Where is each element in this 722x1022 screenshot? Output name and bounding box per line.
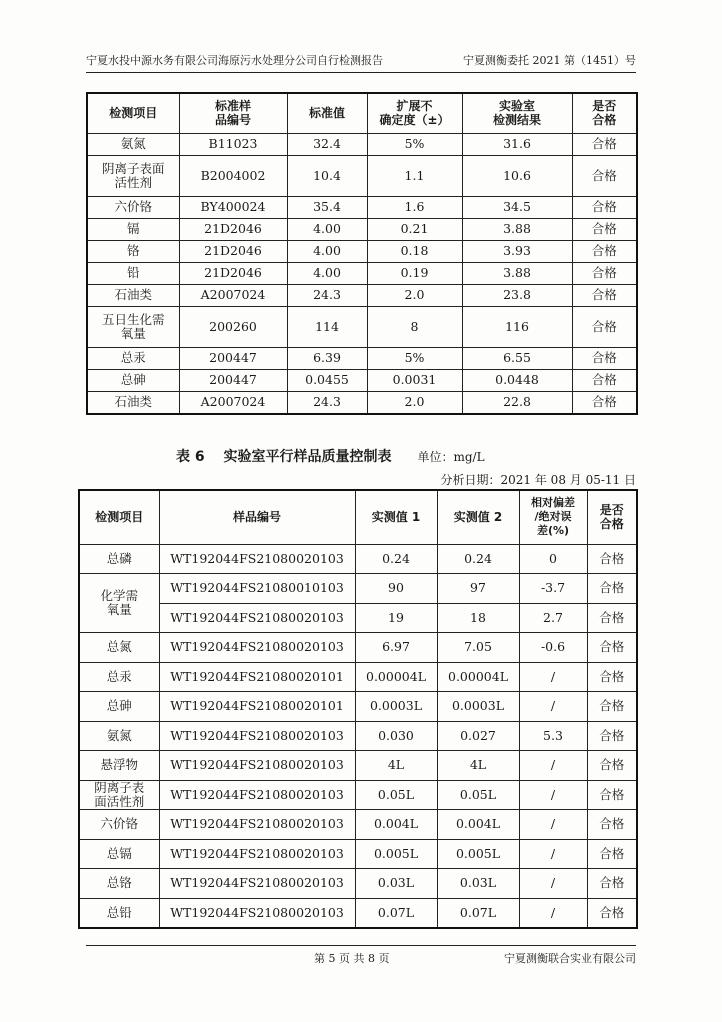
t5-cell: 4.00 <box>287 240 367 262</box>
t6-cell-dev: 2.7 <box>519 603 587 633</box>
analysis-date: 分析日期：2021 年 08 月 05-11 日 <box>440 473 636 487</box>
t6-cell-sample: WT192044FS21080020103 <box>159 544 355 574</box>
t6-cell-item: 总铅 <box>79 898 159 928</box>
t5-cell: 22.8 <box>462 391 572 414</box>
t6-cell-ok: 合格 <box>587 810 637 840</box>
t5-cell: 24.3 <box>287 391 367 414</box>
t6-cell-v1: 0.03L <box>355 869 437 899</box>
t6-cell-dev: -3.7 <box>519 574 587 604</box>
t5-cell: 0.0455 <box>287 369 367 391</box>
t6-cell-dev: / <box>519 662 587 692</box>
table-row <box>79 869 637 899</box>
t6-cell-sample: WT192044FS21080020103 <box>159 603 355 633</box>
t6-cell-v1: 6.97 <box>355 633 437 663</box>
t6-cell-dev: -0.6 <box>519 633 587 663</box>
table-row <box>87 196 637 218</box>
t6-cell-v2: 7.05 <box>437 633 519 663</box>
table-row <box>87 133 637 155</box>
t6-cell-dev: / <box>519 692 587 722</box>
table-row <box>87 306 637 347</box>
table-row <box>79 810 637 840</box>
t6-cell-item: 总氮 <box>79 633 159 663</box>
t5-cell: A2007024 <box>179 391 287 414</box>
t5-cell: 31.6 <box>462 133 572 155</box>
t5-header-cell: 实验室 检测结果 <box>462 93 572 133</box>
t6-cell-ok: 合格 <box>587 633 637 663</box>
t6-header-cell: 实测值 2 <box>437 490 519 544</box>
t5-cell: 5% <box>367 133 462 155</box>
t6-cell-item: 总砷 <box>79 692 159 722</box>
t6-cell-item: 总汞 <box>79 662 159 692</box>
t6-header-cell: 相对偏差 /绝对误 差(%) <box>519 490 587 544</box>
t6-cell-ok: 合格 <box>587 869 637 899</box>
t5-cell: BY400024 <box>179 196 287 218</box>
t5-cell: 21D2046 <box>179 218 287 240</box>
t5-cell: 34.5 <box>462 196 572 218</box>
t5-cell: 21D2046 <box>179 262 287 284</box>
parallel-sample-table <box>78 489 638 929</box>
t6-cell-ok: 合格 <box>587 692 637 722</box>
t6-cell-ok: 合格 <box>587 898 637 928</box>
t6-cell-dev: / <box>519 780 587 810</box>
t5-cell: 200447 <box>179 369 287 391</box>
t5-header-cell: 标准样 品编号 <box>179 93 287 133</box>
table-row <box>79 751 637 781</box>
t5-cell: 0.0031 <box>367 369 462 391</box>
t5-cell: 0.21 <box>367 218 462 240</box>
t6-cell-ok: 合格 <box>587 603 637 633</box>
t6-header-cell: 检测项目 <box>79 490 159 544</box>
t5-cell: 0.0448 <box>462 369 572 391</box>
table6-title <box>176 446 485 466</box>
t5-cell: 镉 <box>87 218 179 240</box>
t5-cell: 5% <box>367 347 462 369</box>
t6-cell-v1: 0.24 <box>355 544 437 574</box>
t6-cell-sample: WT192044FS21080020103 <box>159 810 355 840</box>
t5-cell: 铅 <box>87 262 179 284</box>
t5-cell: 合格 <box>572 391 637 414</box>
t5-cell: 五日生化需 氧量 <box>87 306 179 347</box>
t5-cell: 10.6 <box>462 155 572 196</box>
t5-cell: 合格 <box>572 196 637 218</box>
t5-cell: B11023 <box>179 133 287 155</box>
header-report-number: 宁夏测衡委托 2021 第（1451）号 <box>463 54 636 67</box>
t6-cell-v2: 0.07L <box>437 898 519 928</box>
t6-cell-v1: 90 <box>355 574 437 604</box>
t6-cell-v1: 0.005L <box>355 839 437 869</box>
t5-cell: 1.1 <box>367 155 462 196</box>
t6-cell-item: 悬浮物 <box>79 751 159 781</box>
table6-unit: 单位：mg/L <box>417 450 485 464</box>
t5-header-cell: 检测项目 <box>87 93 179 133</box>
t6-cell-item: 总磷 <box>79 544 159 574</box>
table-row <box>87 155 637 196</box>
t6-cell-v2: 0.03L <box>437 869 519 899</box>
t5-cell: 铬 <box>87 240 179 262</box>
t6-cell-dev: / <box>519 751 587 781</box>
table-row <box>79 544 637 574</box>
t5-cell: 合格 <box>572 347 637 369</box>
table-row <box>79 662 637 692</box>
t6-cell-v1: 0.030 <box>355 721 437 751</box>
t5-header-cell: 是否 合格 <box>572 93 637 133</box>
t6-cell-v2: 0.027 <box>437 721 519 751</box>
t5-cell: 合格 <box>572 284 637 306</box>
t5-cell: 0.19 <box>367 262 462 284</box>
t6-cell-v1: 0.004L <box>355 810 437 840</box>
t6-cell-v2: 97 <box>437 574 519 604</box>
t5-cell: 3.93 <box>462 240 572 262</box>
header-report-title: 宁夏水投中源水务有限公司海原污水处理分公司自行检测报告 <box>86 54 383 67</box>
footer-company: 宁夏测衡联合实业有限公司 <box>504 952 636 965</box>
t5-header-cell: 扩展不 确定度（±） <box>367 93 462 133</box>
t5-cell: 合格 <box>572 262 637 284</box>
t6-cell-ok: 合格 <box>587 780 637 810</box>
t6-cell-item: 氨氮 <box>79 721 159 751</box>
t5-cell: 3.88 <box>462 218 572 240</box>
t6-cell-dev: / <box>519 810 587 840</box>
table-row <box>87 218 637 240</box>
t5-cell: 114 <box>287 306 367 347</box>
t5-cell: 0.18 <box>367 240 462 262</box>
t5-cell: 氨氮 <box>87 133 179 155</box>
t6-cell-ok: 合格 <box>587 574 637 604</box>
table-row <box>87 284 637 306</box>
t6-cell-ok: 合格 <box>587 662 637 692</box>
t6-cell-ok: 合格 <box>587 751 637 781</box>
t6-cell-v2: 0.05L <box>437 780 519 810</box>
t6-cell-ok: 合格 <box>587 721 637 751</box>
table-row <box>79 633 637 663</box>
t6-cell-item: 总铬 <box>79 869 159 899</box>
t6-header-cell: 样品编号 <box>159 490 355 544</box>
table-row <box>79 898 637 928</box>
table-row <box>79 839 637 869</box>
t5-cell: 3.88 <box>462 262 572 284</box>
t6-cell-sample: WT192044FS21080020103 <box>159 780 355 810</box>
t5-cell: 200260 <box>179 306 287 347</box>
t5-cell: 6.39 <box>287 347 367 369</box>
t6-cell-v2: 0.24 <box>437 544 519 574</box>
t5-cell: 2.0 <box>367 391 462 414</box>
t6-cell-ok: 合格 <box>587 544 637 574</box>
t6-cell-item: 总镉 <box>79 839 159 869</box>
t6-cell-item: 阴离子表 面活性剂 <box>79 780 159 810</box>
t5-cell: 2.0 <box>367 284 462 306</box>
t6-cell-dev: / <box>519 869 587 899</box>
table-row <box>87 262 637 284</box>
t5-cell: 6.55 <box>462 347 572 369</box>
t5-cell: 35.4 <box>287 196 367 218</box>
t6-cell-v2: 0.005L <box>437 839 519 869</box>
t6-cell-sample: WT192044FS21080020103 <box>159 869 355 899</box>
t6-cell-v1: 0.00004L <box>355 662 437 692</box>
t6-cell-item: 六价铬 <box>79 810 159 840</box>
t6-cell-sample: WT192044FS21080020103 <box>159 751 355 781</box>
t5-cell: 合格 <box>572 306 637 347</box>
t6-cell-v2: 4L <box>437 751 519 781</box>
t5-cell: B2004002 <box>179 155 287 196</box>
t6-cell-sample: WT192044FS21080020103 <box>159 721 355 751</box>
table-row <box>79 692 637 722</box>
t6-cell-sample: WT192044FS21080020103 <box>159 839 355 869</box>
t5-cell: 石油类 <box>87 391 179 414</box>
t5-cell: 21D2046 <box>179 240 287 262</box>
t6-cell-sample: WT192044FS21080020101 <box>159 692 355 722</box>
t6-cell-v1: 4L <box>355 751 437 781</box>
t5-cell: 合格 <box>572 369 637 391</box>
standard-sample-table <box>86 92 638 415</box>
page-header <box>86 52 636 73</box>
t5-cell: 合格 <box>572 240 637 262</box>
t6-cell-v1: 19 <box>355 603 437 633</box>
t5-cell: 32.4 <box>287 133 367 155</box>
t5-cell: 合格 <box>572 133 637 155</box>
t6-header-cell: 实测值 1 <box>355 490 437 544</box>
t6-cell-dev: 5.3 <box>519 721 587 751</box>
table6-title-text: 表 6 实验室平行样品质量控制表 <box>176 449 392 465</box>
t5-cell: 总砷 <box>87 369 179 391</box>
t6-cell-dev: / <box>519 898 587 928</box>
t5-cell: 8 <box>367 306 462 347</box>
t6-cell-dev: 0 <box>519 544 587 574</box>
t5-cell: 200447 <box>179 347 287 369</box>
page-footer <box>86 945 636 966</box>
t6-cell-v1: 0.0003L <box>355 692 437 722</box>
t6-cell-sample: WT192044FS21080010103 <box>159 574 355 604</box>
t6-cell-sample: WT192044FS21080020101 <box>159 662 355 692</box>
t5-cell: 六价铬 <box>87 196 179 218</box>
t6-cell-v1: 0.05L <box>355 780 437 810</box>
table-row <box>79 574 637 604</box>
t6-cell-dev: / <box>519 839 587 869</box>
table-row <box>79 603 637 633</box>
t5-cell: A2007024 <box>179 284 287 306</box>
table-row <box>87 369 637 391</box>
t6-cell-v1: 0.07L <box>355 898 437 928</box>
t6-cell-item: 化学需 氧量 <box>79 574 159 633</box>
t5-cell: 24.3 <box>287 284 367 306</box>
table-row <box>87 347 637 369</box>
t6-cell-sample: WT192044FS21080020103 <box>159 898 355 928</box>
t6-cell-v2: 0.004L <box>437 810 519 840</box>
t6-cell-v2: 0.0003L <box>437 692 519 722</box>
t6-cell-v2: 18 <box>437 603 519 633</box>
t6-cell-v2: 0.00004L <box>437 662 519 692</box>
t5-cell: 116 <box>462 306 572 347</box>
t5-cell: 10.4 <box>287 155 367 196</box>
table-row <box>79 721 637 751</box>
page-number: 第 5 页 共 8 页 <box>314 952 390 965</box>
table-row <box>87 391 637 414</box>
t5-cell: 4.00 <box>287 218 367 240</box>
t5-cell: 石油类 <box>87 284 179 306</box>
t5-header-cell: 标准值 <box>287 93 367 133</box>
t6-header-cell: 是否 合格 <box>587 490 637 544</box>
table-row <box>79 780 637 810</box>
t5-cell: 4.00 <box>287 262 367 284</box>
t5-cell: 23.8 <box>462 284 572 306</box>
t6-cell-ok: 合格 <box>587 839 637 869</box>
t5-cell: 1.6 <box>367 196 462 218</box>
t5-cell: 合格 <box>572 155 637 196</box>
t6-cell-sample: WT192044FS21080020103 <box>159 633 355 663</box>
t5-cell: 阴离子表面 活性剂 <box>87 155 179 196</box>
t5-cell: 总汞 <box>87 347 179 369</box>
t5-cell: 合格 <box>572 218 637 240</box>
table-row <box>87 240 637 262</box>
